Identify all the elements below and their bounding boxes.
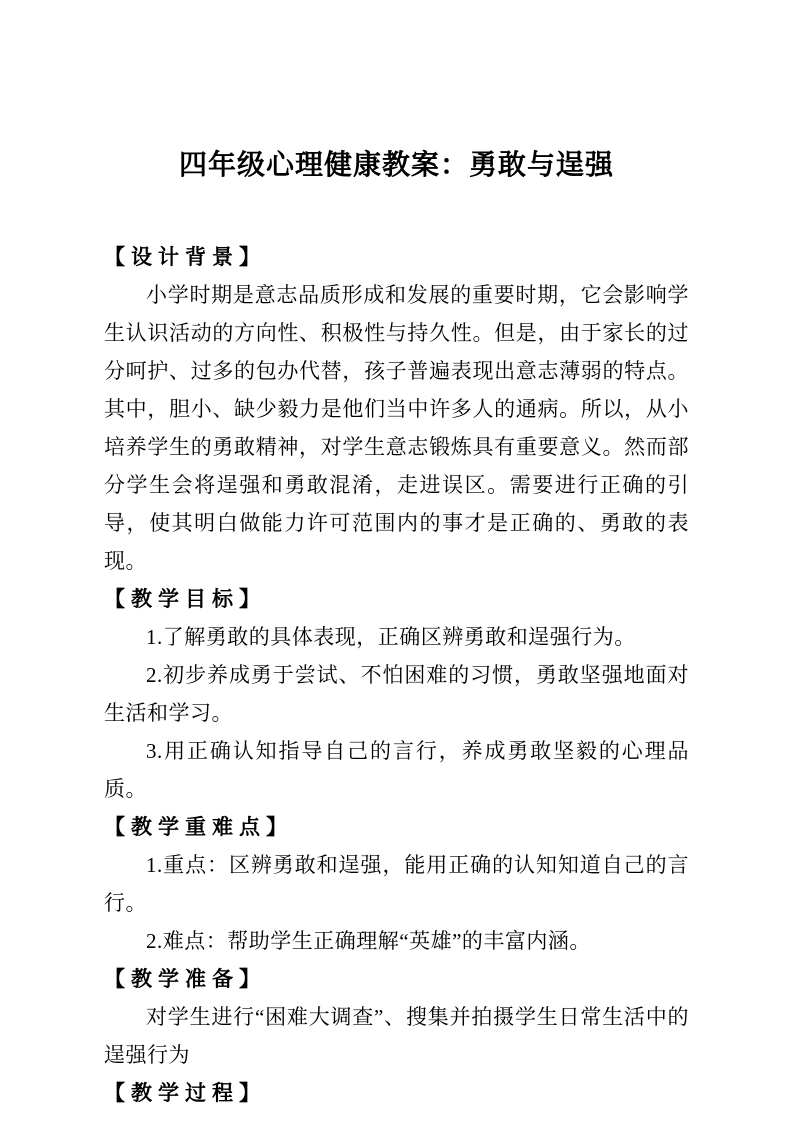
- paragraph-goal-2: 2.初步养成勇于尝试、不怕困难的习惯，勇敢坚强地面对生活和学习。: [104, 663, 689, 725]
- section-heading-teaching-goals: 【教学目标】: [104, 587, 266, 611]
- paragraph-key-point: 1.重点：区辨勇敢和逞强，能用正确的认知知道自己的言行。: [104, 853, 689, 915]
- paragraph-goal-3: 3.用正确认知指导自己的言行，养成勇敢坚毅的心理品质。: [104, 739, 689, 801]
- section-heading-teaching-process: 【教学过程】: [104, 1081, 266, 1105]
- document-body: [104, 238, 689, 1112]
- paragraph-preparation: 对学生进行“困难大调查”、搜集并拍摄学生日常生活中的逞强行为: [104, 1005, 689, 1067]
- section-teaching-goals: [104, 580, 689, 808]
- section-heading-design-background: 【设计背景】: [104, 245, 266, 269]
- section-key-difficult-points: [104, 808, 689, 960]
- section-heading-teaching-preparation: 【教学准备】: [104, 967, 266, 991]
- section-teaching-preparation: [104, 960, 689, 1074]
- section-teaching-process: [104, 1074, 689, 1112]
- document-title: 四年级心理健康教案：勇敢与逞强: [178, 150, 614, 181]
- paragraph-goal-1: 1.了解勇敢的具体表现，正确区辨勇敢和逞强行为。: [146, 625, 636, 649]
- section-heading-key-difficult-points: 【教学重难点】: [104, 815, 293, 839]
- paragraph-difficult-point: 2.难点：帮助学生正确理解“英雄”的丰富内涵。: [146, 929, 591, 953]
- paragraph-design-background: 小学时期是意志品质形成和发展的重要时期，它会影响学生认识活动的方向性、积极性与持久性。但是，由于家长的过分呵护、过多的包办代替，孩子普遍表现出意志薄弱的特点。其中，胆小、缺少毅力是他们当中许多人的通病。所以，从小培养学生的勇敢精神，对学生意志锻炼具有重要意义。然而部分学生会将逞强和勇敢混淆，走进误区。需要进行正确的引导，使其明白做能力许可范围内的事才是正确的、勇敢的表现。: [104, 283, 689, 573]
- section-design-background: [104, 238, 689, 580]
